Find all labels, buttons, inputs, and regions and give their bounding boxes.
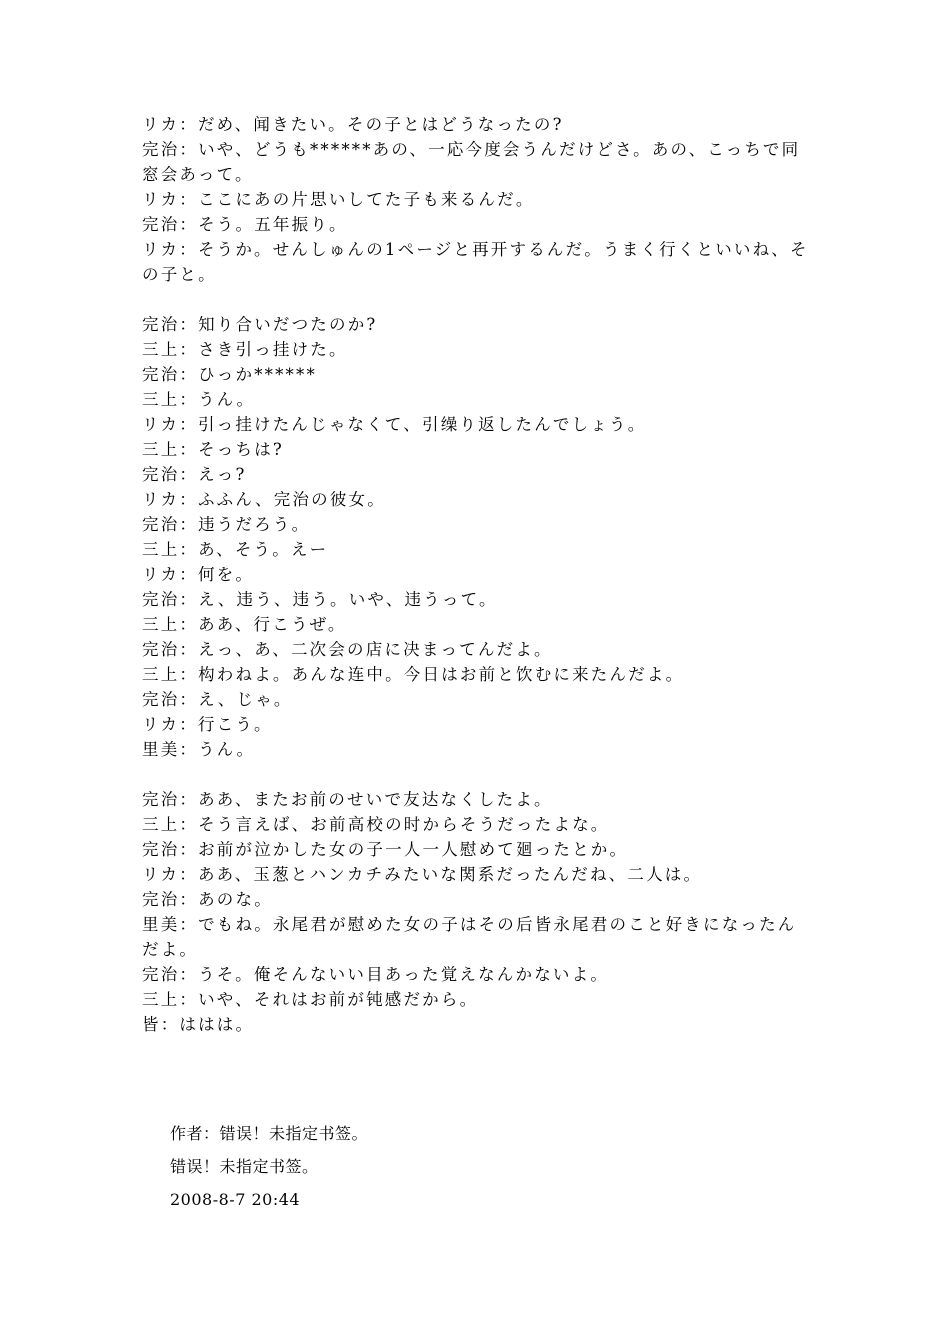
speaker-label: 三上： [142,540,199,559]
dialogue-line [142,962,810,987]
dialogue-text: 何を。 [197,565,255,584]
dialogue-text: ああ、玉葱とハンカチみたいな関系だったんだね、二人は。 [197,865,703,884]
dialogue-line [142,987,810,1012]
speaker-label: 皆： [142,1015,180,1034]
dialogue-text: ひっか****** [198,365,317,384]
speaker-label: 完治： [142,690,199,709]
dialogue-text: ふふん、完治の彼女。 [197,490,386,509]
dialogue-text: 引っ挂けたんじゃなくて、引缲り返したんでしょう。 [197,415,647,434]
post-datetime: 2008-8-7 20:44 [170,1190,301,1209]
dialogue-text: そう言えば、お前高校の时からそうだったよな。 [198,815,610,834]
dialogue-line [142,612,810,637]
speaker-label: 三上： [142,340,199,359]
speaker-label: 完治： [142,590,199,609]
dialogue-line [142,237,810,287]
dialogue-line [142,587,810,612]
document-footer [170,1117,770,1216]
speaker-label: 完治： [142,515,199,534]
dialogue-text: お前が泣かした女の子一人一人慰めて廻ったとか。 [198,840,629,859]
speaker-label: リカ： [142,865,198,884]
speaker-label: 完治： [142,465,199,484]
dialogue-body [142,112,810,1037]
speaker-label: リカ： [142,565,198,584]
speaker-label: 完治： [142,640,199,659]
speaker-label: リカ： [142,415,198,434]
dialogue-text: えっ、あ、二次会の店に决まってんだよ。 [198,640,553,659]
dialogue-text: ははは。 [179,1015,255,1034]
speaker-label: 里美： [142,740,199,759]
paragraph-gap [142,287,810,312]
speaker-label: リカ： [142,190,198,209]
dialogue-line [142,137,810,187]
speaker-label: 三上： [142,440,199,459]
dialogue-text: ああ、行こうぜ。 [198,615,347,634]
speaker-label: リカ： [142,115,198,134]
dialogue-text: 知り合いだつたのか? [198,315,378,334]
dialogue-text: でもね。永尾君が慰めた女の子はその后皆永尾君のこと好きになったんだよ。 [142,915,797,959]
speaker-label: 完治： [142,790,199,809]
dialogue-line [142,637,810,662]
dialogue-line [142,512,810,537]
dialogue-line [142,862,810,887]
speaker-label: 三上： [142,665,199,684]
speaker-label: 完治： [142,140,199,159]
dialogue-text: そっちは? [198,440,284,459]
speaker-label: 完治： [142,840,199,859]
dialogue-line [142,437,810,462]
dialogue-text: いや、どうも******あの、一応今度会うんだけどさ。あの、こっちで同窓会あって。 [142,140,801,184]
speaker-label: リカ： [142,715,198,734]
dialogue-line [142,562,810,587]
dialogue-line [142,662,810,687]
dialogue-line [142,187,810,212]
speaker-label: 完治： [142,890,199,909]
dialogue-line [142,737,810,762]
dialogue-text: だめ、闻きたい。その子とはどうなったの? [197,115,564,134]
dialogue-text: うそ。俺そんないい目あった覚えなんかないよ。 [198,965,610,984]
dialogue-text: 行こう。 [197,715,273,734]
speaker-label: 完治： [142,315,199,334]
dialogue-text: 构わねよ。あんな连中。今日はお前と饮むに来たんだよ。 [198,665,685,684]
dialogue-line [142,912,810,962]
dialogue-text: うん。 [198,390,256,409]
speaker-label: 里美： [142,915,199,934]
dialogue-line [142,687,810,712]
dialogue-text: ここにあの片思いしてた子も来るんだ。 [197,190,535,209]
dialogue-line [142,787,810,812]
dialogue-text: 违うだろう。 [198,515,311,534]
speaker-label: リカ： [142,240,198,259]
dialogue-line [142,1012,810,1037]
author-line: 作者：错误！未指定书签。 [170,1124,369,1143]
dialogue-line [142,212,810,237]
dialogue-text: そう。五年振り。 [198,215,348,234]
dialogue-line [142,337,810,362]
dialogue-text: うん。 [198,740,256,759]
dialogue-text: え、违う、违う。いや、违うって。 [198,590,498,609]
dialogue-line [142,362,810,387]
speaker-label: 完治： [142,365,199,384]
dialogue-text: さき引っ挂けた。 [198,340,348,359]
speaker-label: 三上： [142,615,199,634]
bookmark-error-line: 错误！未指定书签。 [170,1157,319,1176]
speaker-label: 三上： [142,815,199,834]
dialogue-text: そうか。せんしゅんの1ページと再开するんだ。うまく行くといいね、その子と。 [142,240,809,284]
speaker-label: 三上： [142,390,199,409]
dialogue-line [142,537,810,562]
speaker-label: 完治： [142,215,199,234]
speaker-label: 完治： [142,965,199,984]
dialogue-line [142,112,810,137]
paragraph-gap [142,762,810,787]
dialogue-text: えっ? [198,465,247,484]
dialogue-line [142,887,810,912]
dialogue-line [142,412,810,437]
dialogue-line [142,387,810,412]
dialogue-text: ああ、またお前のせいで友达なくしたよ。 [198,790,553,809]
dialogue-line [142,312,810,337]
dialogue-text: あ、そう。えー [198,540,329,559]
speaker-label: 三上： [142,990,199,1009]
speaker-label: リカ： [142,490,198,509]
dialogue-line [142,462,810,487]
dialogue-line [142,712,810,737]
dialogue-line [142,812,810,837]
dialogue-text: いや、それはお前が钝感だから。 [198,990,479,1009]
dialogue-text: あのな。 [198,890,273,909]
dialogue-line [142,837,810,862]
dialogue-line [142,487,810,512]
dialogue-text: え、じゃ。 [198,690,293,709]
